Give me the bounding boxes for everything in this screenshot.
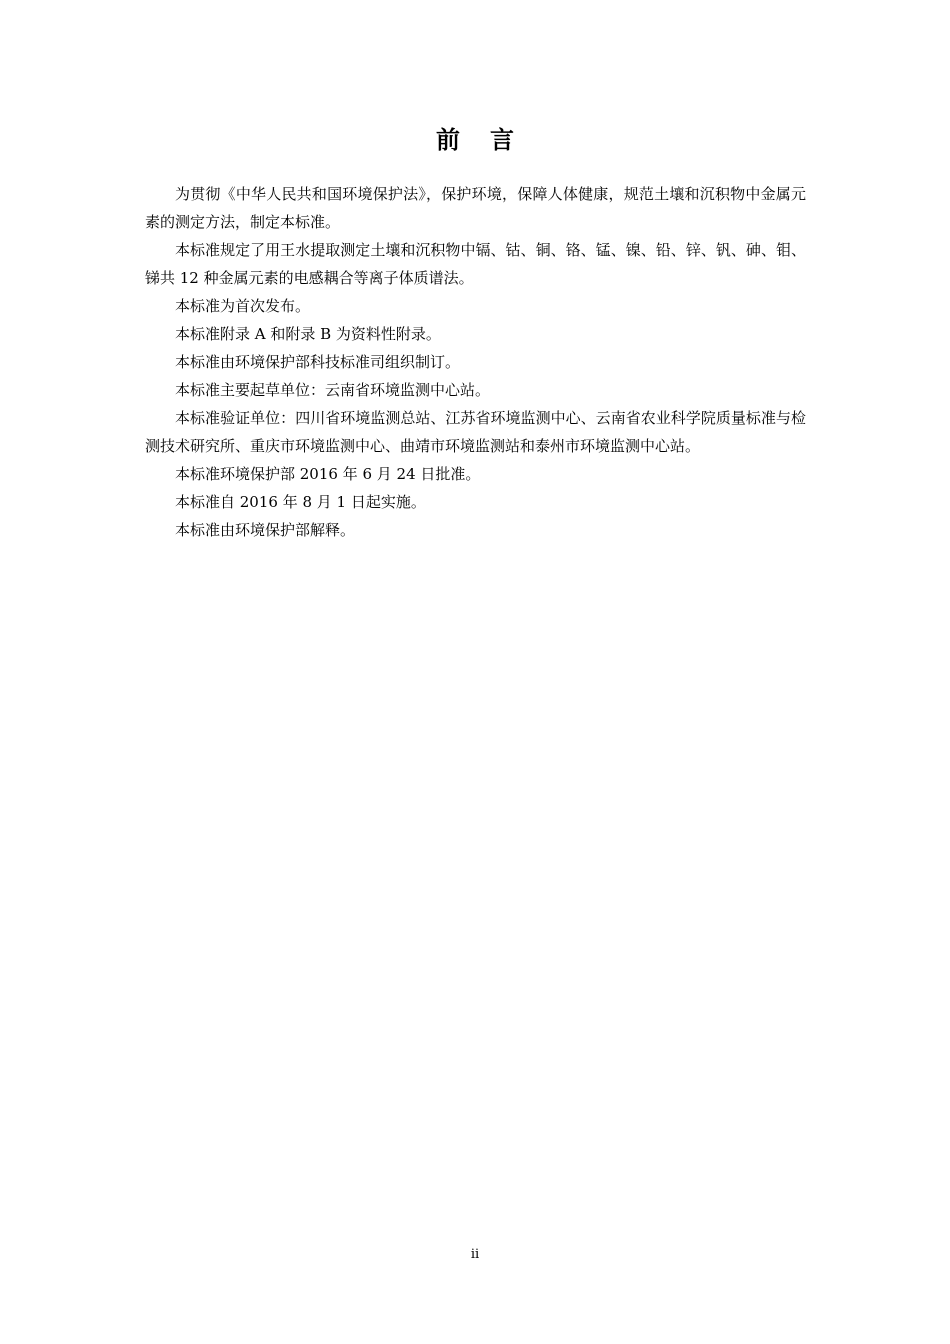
page-number: ii: [470, 1247, 480, 1262]
paragraph-organizer: 本标准由环境保护部科技标准司组织制订。: [175, 353, 461, 371]
paragraph-drafting-unit: 本标准主要起草单位：云南省环境监测中心站。: [175, 381, 491, 399]
paragraph-verification-units: 本标准验证单位：四川省环境监测总站、江苏省环境监测中心、云南省农业科学院质量标准与检测技术研究所、重庆市环境监测中心、曲靖市环境监测站和泰州市环境监测中心站。: [145, 409, 806, 455]
body-text: [145, 180, 806, 544]
paragraph-effective-date: 本标准自 2016 年 8 月 1 日起实施。: [175, 493, 426, 511]
paragraph-first-release: 本标准为首次发布。: [175, 297, 311, 315]
paragraph-appendix: 本标准附录 A 和附录 B 为资料性附录。: [175, 325, 441, 343]
page-title: 前言: [436, 125, 544, 154]
paragraph-scope: 本标准规定了用王水提取测定土壤和沉积物中镉、钴、铜、铬、锰、镍、铅、锌、钒、砷、钼、锑共 12 种金属元素的电感耦合等离子体质谱法。: [145, 241, 806, 287]
paragraph-approval-date: 本标准环境保护部 2016 年 6 月 24 日批准。: [175, 465, 481, 483]
paragraph-interpretation: 本标准由环境保护部解释。: [175, 521, 356, 539]
paragraph-purpose: 为贯彻《中华人民共和国环境保护法》，保护环境，保障人体健康，规范土壤和沉积物中金属元素的测定方法，制定本标准。: [145, 185, 806, 231]
